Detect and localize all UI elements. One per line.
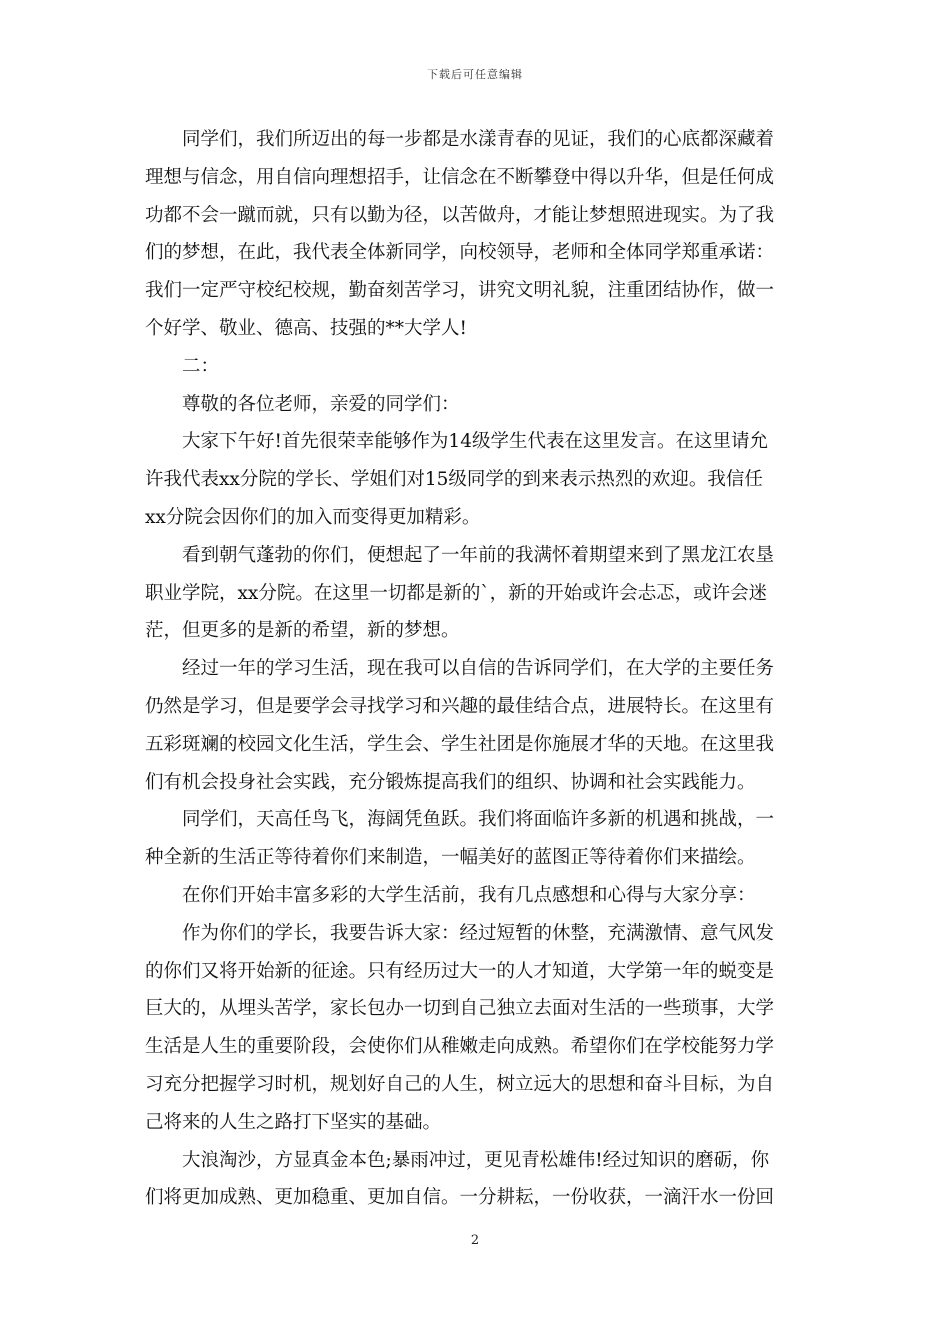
- text-line: 茫，但更多的是新的希望，新的梦想。: [145, 620, 460, 642]
- paragraph-pledge: [145, 121, 810, 348]
- page-header: 下载后可任意编辑: [427, 68, 523, 81]
- text-line: 五彩斑斓的校园文化生活，学生会、学生社团是你施展才华的天地。在这里我: [145, 733, 775, 755]
- text-line: 的你们又将开始新的征途。只有经历过大一的人才知道，大学第一年的蜕变是: [145, 960, 775, 982]
- text-line: 生活是人生的重要阶段，会使你们从稚嫩走向成熟。希望你们在学校能努力学: [145, 1036, 775, 1058]
- text-line: 看到朝气蓬勃的你们，便想起了一年前的我满怀着期望来到了黑龙江农垦: [182, 544, 775, 566]
- text-line: xx分院会因你们的加入而变得更加精彩。: [145, 506, 481, 528]
- text-line: 功都不会一蹴而就，只有以勤为径，以苦做舟，才能让梦想照进现实。为了我: [145, 204, 775, 226]
- paragraph-memory: [145, 537, 810, 650]
- paragraph-share-intro: [145, 877, 810, 915]
- text-line: 同学们，我们所迈出的每一步都是水漾青春的见证，我们的心底都深藏着: [182, 129, 775, 150]
- text-line: 们将更加成熟、更加稳重、更加自信。一分耕耘，一份收获，一滴汗水一份回: [145, 1187, 775, 1209]
- text-line: 尊敬的各位老师，亲爱的同学们：: [182, 393, 460, 415]
- text-line: 大家下午好!首先很荣幸能够作为14级学生代表在这里发言。在这里请允: [182, 431, 768, 453]
- paragraph-greeting: [145, 423, 810, 536]
- salutation: [145, 386, 810, 424]
- text-line: 许我代表xx分院的学长、学姐们对15级同学的到来表示热烈的欢迎。我信任: [145, 469, 763, 491]
- text-line: 在你们开始丰富多彩的大学生活前，我有几点感想和心得与大家分享：: [182, 884, 756, 906]
- paragraph-study-life: [145, 650, 810, 801]
- document-body: [145, 121, 810, 1217]
- paragraph-advice: [145, 915, 810, 1142]
- text-line: 作为你们的学长，我要告诉大家：经过短暂的休整，充满激情、意气风发: [182, 922, 775, 944]
- text-line: 大浪淘沙，方显真金本色;暴雨冲过，更见青松雄伟!经过知识的磨砺，你: [182, 1149, 770, 1171]
- text-line: 己将来的人生之路打下坚实的基础。: [145, 1111, 442, 1133]
- paragraph-opportunities: [145, 801, 810, 877]
- text-line: 职业学院，xx分院。在这里一切都是新的`，新的开始或许会忐忑，或许会迷: [145, 582, 768, 604]
- text-line: 个好学、敬业、德高、技强的**大学人!: [145, 317, 467, 339]
- text-line: 理想与信念，用自信向理想招手，让信念在不断攀登中得以升华，但是任何成: [145, 166, 775, 188]
- text-line: 我们一定严守校纪校规，勤奋刻苦学习，讲究文明礼貌，注重团结协作，做一: [145, 280, 775, 302]
- section-heading: [145, 348, 810, 386]
- text-line: 种全新的生活正等待着你们来制造，一幅美好的蓝图正等待着你们来描绘。: [145, 847, 756, 869]
- text-line: 们的梦想，在此，我代表全体新同学，向校领导，老师和全体同学郑重承诺：: [145, 242, 775, 264]
- text-line: 巨大的，从埋头苦学，家长包办一切到自己独立去面对生活的一些琐事，大学: [145, 998, 775, 1020]
- text-line: 经过一年的学习生活，现在我可以自信的告诉同学们，在大学的主要任务: [182, 658, 775, 680]
- text-line: 二：: [182, 355, 220, 377]
- text-line: 们有机会投身社会实践，充分锻炼提高我们的组织、协调和社会实践能力。: [145, 771, 756, 793]
- text-line: 习充分把握学习时机，规划好自己的人生，树立远大的思想和奋斗目标，为自: [145, 1073, 775, 1095]
- text-line: 仍然是学习，但是要学会寻找学习和兴趣的最佳结合点，进展特长。在这里有: [145, 695, 775, 717]
- text-line: 同学们，天高任鸟飞，海阔凭鱼跃。我们将面临许多新的机遇和挑战，一: [182, 809, 775, 831]
- paragraph-closing: [145, 1142, 810, 1218]
- page-number: 2: [470, 1233, 480, 1248]
